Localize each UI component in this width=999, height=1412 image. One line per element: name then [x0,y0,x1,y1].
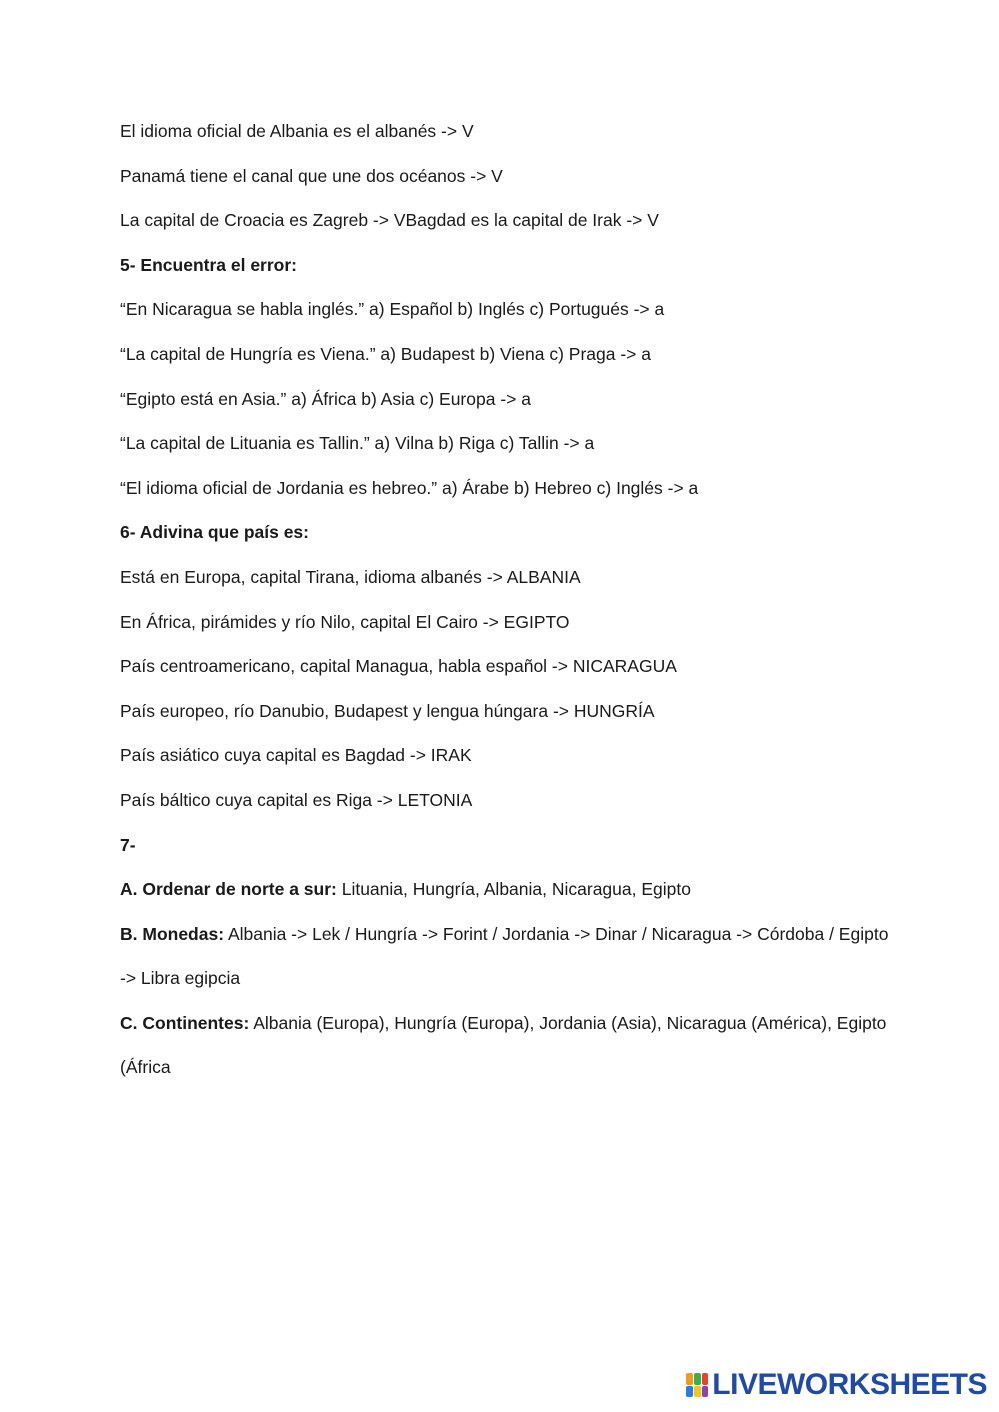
section-7c [120,1011,890,1035]
section-7b-label: B. Monedas: [120,923,225,944]
line-egypt-error: “Egipto está en Asia.” a) África b) Asia c) Europa -> a [120,388,531,409]
section-7b-continuation: -> Libra egipcia [120,968,241,989]
line-guess-albania: Está en Europa, capital Tirana, idioma albanés -> ALBANIA [120,566,581,587]
section-7a-label: A. Ordenar de norte a sur: [120,879,337,900]
liveworksheets-mark-icon [686,1373,708,1397]
line-croatia-capital: La capital de Croacia es Zagreb -> VBagdad es la capital de Irak -> V [120,210,659,231]
section-7a-text: Lituania, Hungría, Albania, Nicaragua, Egipto [336,879,691,900]
section-7b-text: Albania -> Lek / Hungría -> Forint / Jordania -> Dinar / Nicaragua -> Córdoba / Egipto [224,923,889,944]
line-guess-hungary: País europeo, río Danubio, Budapest y lengua húngara -> HUNGRÍA [120,700,655,721]
worksheet-content [120,119,890,1100]
section-6-heading: 6- Adivina que país es: [120,522,309,543]
line-guess-egypt: En África, pirámides y río Nilo, capital El Cairo -> EGIPTO [120,611,570,632]
liveworksheets-logo [686,1368,987,1402]
section-5-heading: 5- Encuentra el error: [120,254,297,275]
section-7c-label: C. Continentes: [120,1012,250,1033]
section-7c-continuation: (África [120,1057,171,1078]
section-7b [120,922,890,946]
line-panama-canal: Panamá tiene el canal que une dos océanos -> V [120,165,503,186]
line-albania-language: El idioma oficial de Albania es el albanés -> V [120,121,474,141]
section-7-heading: 7- [120,834,136,855]
line-jordan-error: “El idioma oficial de Jordania es hebreo.” a) Árabe b) Hebreo c) Inglés -> a [120,477,699,498]
liveworksheets-logo-text: LIVEWORKSHEETS [712,1368,987,1401]
line-guess-nicaragua: País centroamericano, capital Managua, habla español -> NICARAGUA [120,656,677,677]
section-7c-text: Albania (Europa), Hungría (Europa), Jordania (Asia), Nicaragua (América), Egipto [249,1012,887,1033]
line-guess-latvia: País báltico cuya capital es Riga -> LETONIA [120,789,473,810]
section-7a [120,877,890,901]
line-nicaragua-error: “En Nicaragua se habla inglés.” a) Español b) Inglés c) Portugués -> a [120,299,665,320]
line-hungary-error: “La capital de Hungría es Viena.” a) Budapest b) Viena c) Praga -> a [120,343,651,364]
line-lithuania-error: “La capital de Lituania es Tallin.” a) Vilna b) Riga c) Tallin -> a [120,433,595,454]
line-guess-iraq: País asiático cuya capital es Bagdad -> IRAK [120,745,472,766]
